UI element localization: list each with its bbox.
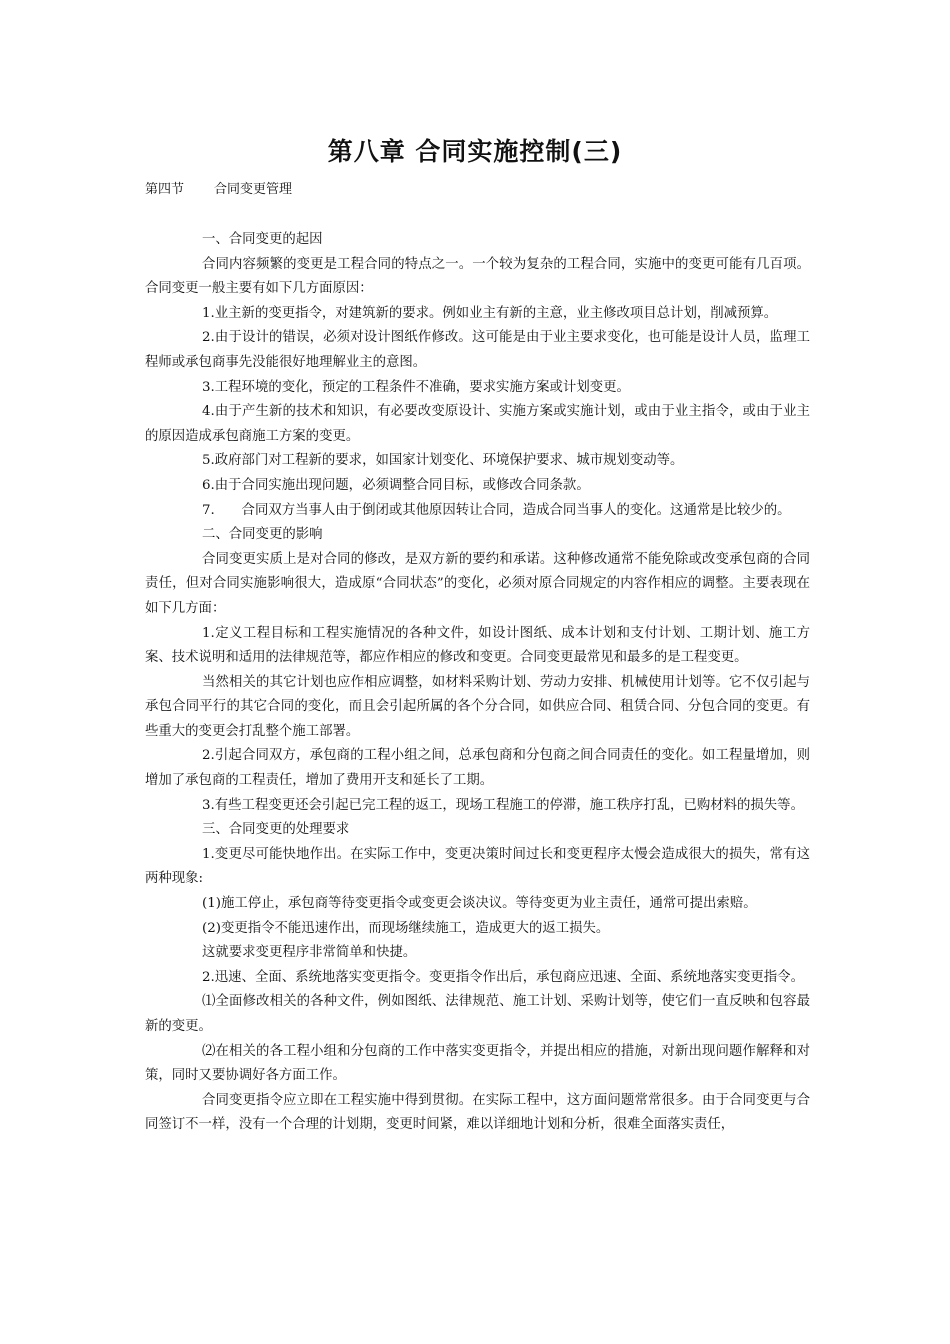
chapter-title: 第八章 合同实施控制(三) (327, 137, 623, 166)
paragraph: 这就要求变更程序非常简单和快捷。 (202, 945, 417, 961)
paragraph: 3.工程环境的变化，预定的工程条件不准确，要求实施方案或计划变更。 (202, 379, 630, 395)
paragraph: (2)变更指令不能迅速作出，而现场继续施工，造成更大的返工损失。 (202, 920, 610, 936)
paragraph: 6.由于合同实施出现问题，必须调整合同目标，或修改合同条款。 (202, 477, 590, 493)
paragraph: ⑵在相关的各工程小组和分包商的工作中落实变更指令，并提出相应的措施，对新出现问题作解释和对策，同时又要协调好各方面工作。 (145, 1043, 810, 1084)
paragraph: 2.迅速、全面、系统地落实变更指令。变更指令作出后，承包商应迅速、全面、系统地落实变更指令。 (202, 969, 804, 985)
document-body (145, 228, 810, 1138)
paragraph: 1.变更尽可能快地作出。在实际工作中，变更决策时间过长和变更程序太慢会造成很大的损失，常有这两种现象: (145, 846, 810, 887)
paragraph: 5.政府部门对工程新的要求，如国家计划变化、环境保护要求、城市规划变动等。 (202, 453, 684, 469)
paragraph: 3.有些工程变更还会引起已完工程的返工，现场工程施工的停滞，施工秩序打乱，已购材料的损失等。 (202, 797, 804, 813)
paragraph: 三、合同变更的处理要求 (202, 822, 350, 838)
paragraph: 2.引起合同双方，承包商的工程小组之间，总承包商和分包商之间合同责任的变化。如工程量增加，则增加了承包商的工程责任，增加了费用开支和延长了工期。 (145, 748, 810, 789)
paragraph: 4.由于产生新的技术和知识，有必要改变原设计、实施方案或实施计划，或由于业主指令，或由于业主的原因造成承包商施工方案的变更。 (145, 404, 810, 444)
section-name: 合同变更管理 (214, 182, 293, 197)
paragraph: 2.由于设计的错误，必须对设计图纸作修改。这可能是由于业主要求变化，也可能是设计人员，监理工程师或承包商事先没能很好地理解业主的意图。 (145, 330, 810, 370)
paragraph: 7. 合同双方当事人由于倒闭或其他原因转让合同，造成合同当事人的变化。这通常是比较少的。 (202, 502, 791, 518)
paragraph: 一、合同变更的起因 (202, 232, 323, 247)
paragraph: 合同内容频繁的变更是工程合同的特点之一。一个较为复杂的工程合同，实施中的变更可能有几百项。合同变更一般主要有如下几方面原因： (145, 256, 810, 297)
paragraph: 1.业主新的变更指令，对建筑新的要求。例如业主有新的主意，业主修改项目总计划，削减预算。 (202, 305, 778, 321)
paragraph: 合同变更指令应立即在工程实施中得到贯彻。在实际工程中，这方面问题常常很多。由于合同变更与合同签订不一样，没有一个合理的计划期，变更时间紧，难以详细地计划和分析，很难全面落实责任， (145, 1092, 810, 1133)
paragraph: ⑴全面修改相关的各种文件，例如图纸、法律规范、施工计划、采购计划等，使它们一直反映和包容最新的变更。 (145, 994, 810, 1034)
section-heading (145, 178, 292, 197)
paragraph: 1.定义工程目标和工程实施情况的各种文件，如设计图纸、成本计划和支付计划、工期计划、施工方案、技术说明和适用的法律规范等，都应作相应的修改和变更。合同变更最常见和最多的是工程变更。 (145, 625, 810, 666)
paragraph: 二、合同变更的影响 (202, 527, 323, 543)
section-number: 第四节 (145, 182, 185, 197)
paragraph: (1)施工停止，承包商等待变更指令或变更会谈决议。等待变更为业主责任，通常可提出索赔。 (202, 896, 757, 912)
paragraph: 合同变更实质上是对合同的修改，是双方新的要约和承诺。这种修改通常不能免除或改变承包商的合同责任，但对合同实施影响很大，造成原“合同状态”的变化，必须对原合同规定的内容作相应的调整。主要表现在如下几方面： (145, 551, 810, 616)
paragraph: 当然相关的其它计划也应作相应调整，如材料采购计划、劳动力安排、机械使用计划等。它不仅引起与承包合同平行的其它合同的变化，而且会引起所属的各个分合同，如供应合同、租赁合同、分包合同的变更。有些重大的变更会打乱整个施工部署。 (145, 674, 810, 739)
